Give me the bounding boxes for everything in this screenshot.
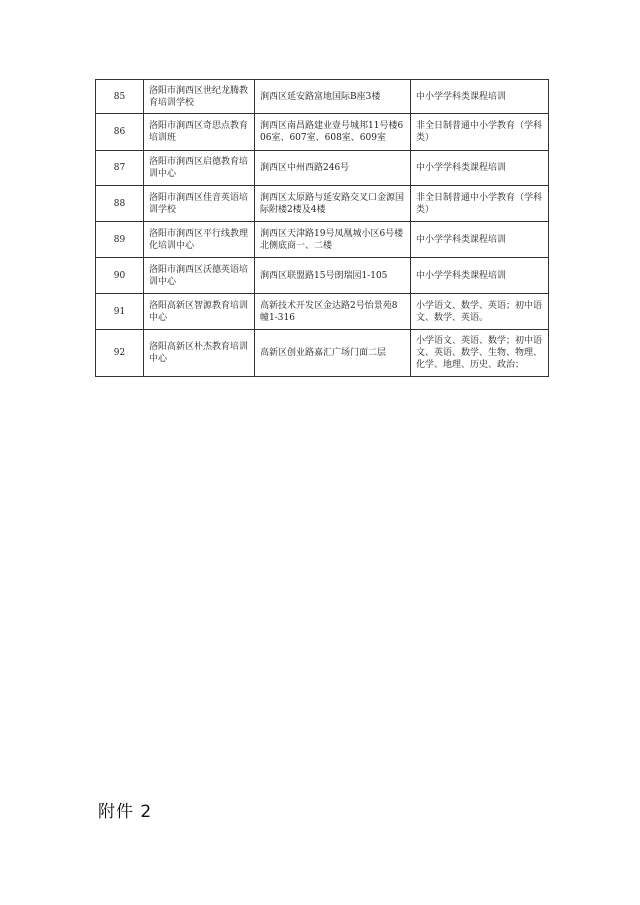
table-row [96,222,549,258]
table-row [96,258,549,294]
institution-name: 洛阳市涧西区沃德英语培训中心 [144,258,255,294]
institution-address: 涧西区天津路19号凤凰城小区6号楼北侧底商一、二楼 [255,222,411,258]
institution-name: 洛阳高新区朴杰教育培训中心 [144,330,255,377]
institution-name: 洛阳市涧西区启德教育培训中心 [144,151,255,186]
institution-name: 洛阳市涧西区世纪龙腾教育培训学校 [144,80,255,114]
institution-address: 涧西区延安路富地国际B座3楼 [255,80,411,114]
row-number: 87 [96,151,144,186]
institution-address: 涧西区太原路与延安路交叉口金源国际附楼2楼及4楼 [255,186,411,222]
training-scope: 非全日制普通中小学教育（学科类） [411,186,549,222]
training-scope: 中小学学科类课程培训 [411,80,549,114]
row-number: 89 [96,222,144,258]
training-scope: 中小学学科类课程培训 [411,258,549,294]
table-row [96,114,549,151]
training-scope: 小学语文、数学、英语；初中语文、数学、英语。 [411,294,549,330]
institution-name: 洛阳市涧西区佳音英语培训学校 [144,186,255,222]
table-row [96,330,549,377]
training-scope: 非全日制普通中小学教育（学科类） [411,114,549,151]
institution-address: 涧西区联盟路15号朗瑞园1-105 [255,258,411,294]
table-row [96,294,549,330]
row-number: 91 [96,294,144,330]
row-number: 92 [96,330,144,377]
institution-name: 洛阳市涧西区奇思点教育培训班 [144,114,255,151]
row-number: 85 [96,80,144,114]
institution-name: 洛阳市涧西区平行线教理化培训中心 [144,222,255,258]
row-number: 86 [96,114,144,151]
institution-address: 涧西区南昌路建业壹号城邦11号楼606室、607室、608室、609室 [255,114,411,151]
institution-address: 高新区创业路嘉汇广场门面二层 [255,330,411,377]
training-scope: 中小学学科类课程培训 [411,222,549,258]
table-row [96,151,549,186]
attachment-heading: 附件 2 [98,802,153,822]
training-institutions-table [95,79,549,377]
institution-address: 高新技术开发区金达路2号怡景苑8幢1-316 [255,294,411,330]
institution-name: 洛阳高新区智源教育培训中心 [144,294,255,330]
table-row [96,80,549,114]
training-scope: 中小学学科类课程培训 [411,151,549,186]
row-number: 88 [96,186,144,222]
institution-address: 涧西区中州西路246号 [255,151,411,186]
training-scope: 小学语文、英语、数学；初中语文、英语、数学、生物、物理、化学、地理、历史、政治； [411,330,549,377]
row-number: 90 [96,258,144,294]
table-row [96,186,549,222]
